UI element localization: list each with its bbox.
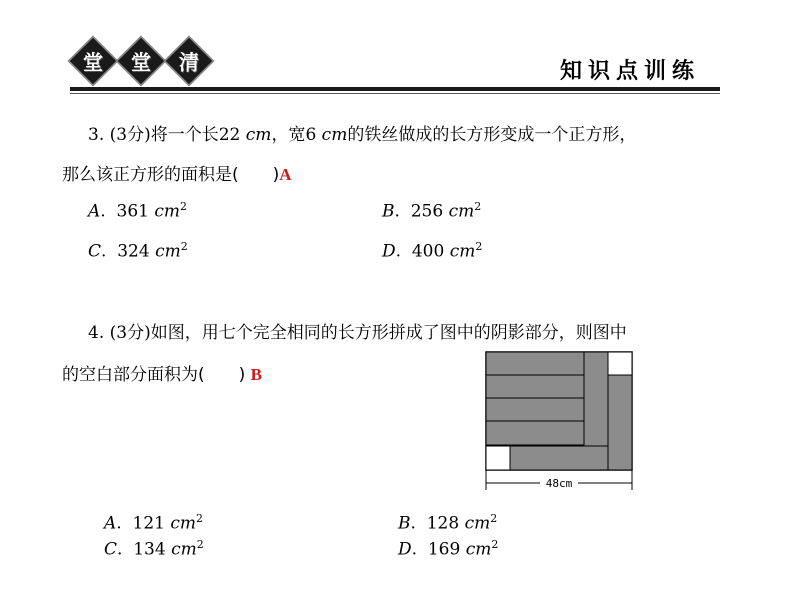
question-4-line-2 [62,360,262,385]
option-label: C [88,241,102,262]
option-label: D [382,241,396,262]
shaded-rectangle [510,446,608,470]
option-value: 400 [411,241,445,262]
badge-tile [116,36,167,87]
option-b: B. 128 $cm^2$ [398,512,498,534]
value: 22 [218,125,241,145]
option-d: D. 169 $cm^2$ [398,538,499,560]
option-value: 121 [132,513,165,534]
question-text: ，宽 [271,125,306,145]
question-text: 的空白部分面积为( ) [62,365,246,385]
unit: cm [154,201,181,222]
option-c: C. 324 $cm^2$ [88,240,188,262]
header-divider [70,87,720,91]
option-value: 256 [410,201,444,222]
option-value: 169 [427,539,461,560]
blank-square [608,352,632,375]
question-text: 的铁丝做成的长方形变成一个正方形， [347,125,637,145]
question-text: 那么该正方形的面积是( ) [62,165,280,185]
badge-tile [68,36,119,87]
question-number: 3. [88,125,105,145]
option-label: A [88,201,101,222]
unit: cm [464,513,491,534]
exponent: 2 [474,200,482,213]
answer-mark: A [279,165,292,184]
page-title: 知识点训练 [560,59,701,84]
option-d: D. 400 $cm^2$ [382,240,483,262]
option-label: B [382,201,395,222]
option-a: A. 121 $cm^2$ [104,512,204,534]
option-value: 128 [426,513,460,534]
answer-mark: B [250,365,263,384]
question-4-line-1 [88,318,627,343]
unit: cm [449,241,476,262]
question-score: (3分) [109,125,151,145]
question-score: (3分) [109,323,151,343]
blank-square [486,446,510,470]
exponent: 2 [491,538,499,551]
option-b: B. 256 $cm^2$ [382,200,482,222]
exponent: 2 [196,538,204,551]
option-a: A. 361 $cm^2$ [88,200,188,222]
unit: cm [465,539,492,560]
shaded-rectangle [486,352,584,375]
option-label: D [398,539,412,560]
dimension-label: 48cm [545,477,573,490]
section-badge [70,38,230,84]
shaded-rectangle [486,375,584,398]
exponent: 2 [196,512,204,525]
option-value: 361 [116,201,149,222]
value: 6 [305,125,317,145]
badge-tile [164,36,215,87]
shaded-rectangle [486,421,584,445]
question-number: 4. [88,323,105,343]
option-label: C [104,539,118,560]
option-value: 324 [117,241,150,262]
unit: cm [321,125,348,145]
option-c: C. 134 $cm^2$ [104,538,204,560]
unit: cm [171,539,197,560]
badge-char: 清 [178,51,200,75]
question-3-line-2 [62,160,292,185]
question-text: 如图，用七个完全相同的长方形拼成了图中的阴影部分，则图中 [150,323,627,343]
badge-char: 堂 [130,51,152,75]
shaded-rectangle [486,398,584,421]
unit: cm [245,125,272,145]
unit: cm [170,513,197,534]
option-label: A [104,513,117,534]
exponent: 2 [475,240,483,253]
shaded-rectangle [608,375,632,470]
option-label: B [398,513,411,534]
badge-char: 堂 [82,51,104,75]
rectangles-figure [480,348,640,496]
question-3-line-1 [88,120,636,145]
unit: cm [155,241,181,262]
exponent: 2 [180,240,188,253]
header-divider-thin [70,93,720,94]
exponent: 2 [180,200,188,213]
question-text: 将一个长 [150,125,219,145]
exponent: 2 [490,512,498,525]
unit: cm [448,201,475,222]
shaded-rectangle [584,352,608,446]
option-value: 134 [133,539,166,560]
